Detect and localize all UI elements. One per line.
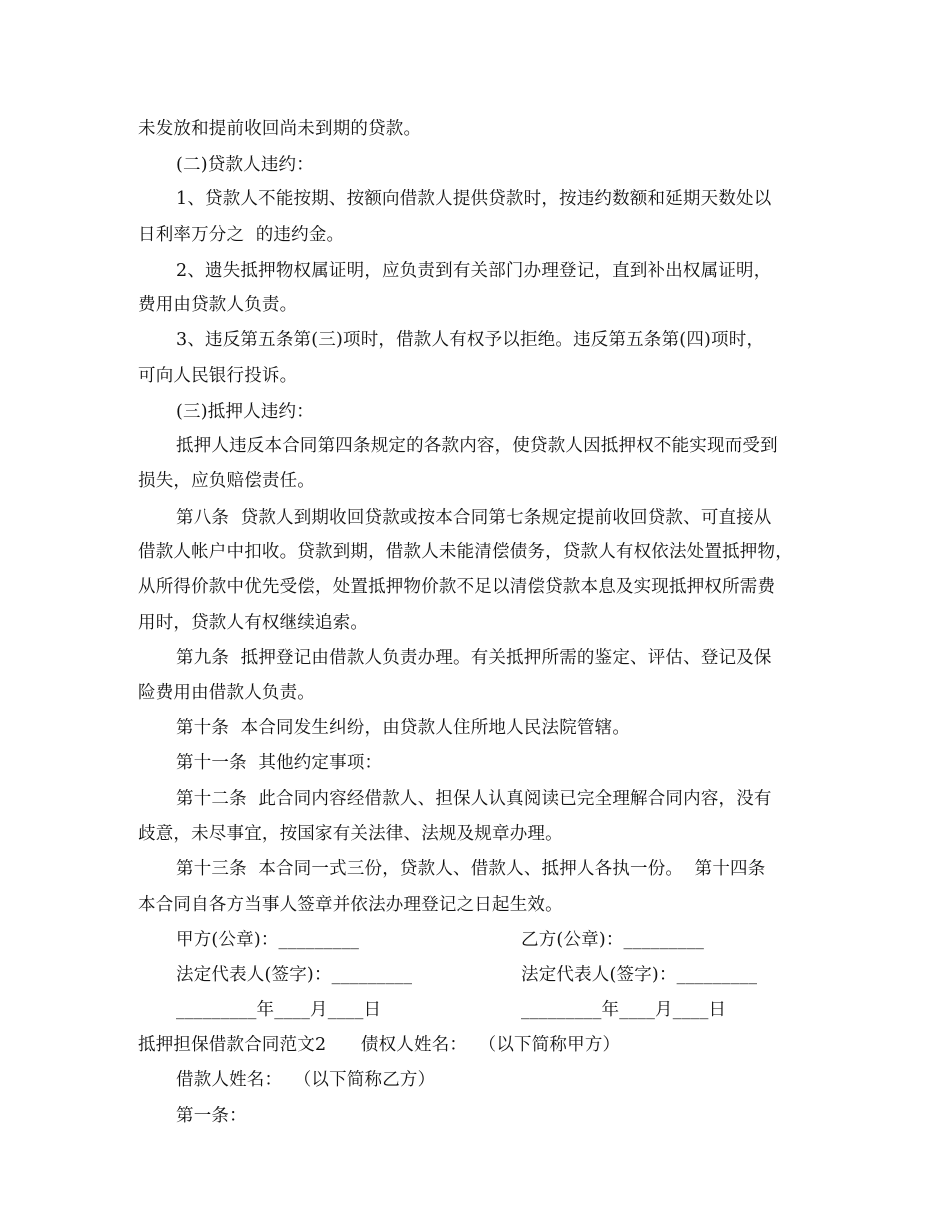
party-b-seal: 乙方(公章)：_________ [521, 930, 705, 950]
paragraph-line: 本合同自各方当事人签章并依法办理登记之日起生效。 [138, 895, 563, 915]
section-heading: (三)抵押人违约： [176, 402, 314, 422]
paragraph-line: 3、违反第五条第(三)项时，借款人有权予以拒绝。违反第五条第(四)项时， [176, 330, 765, 350]
article-eight: 第八条 贷款人到期收回贷款或按本合同第七条规定提前收回贷款、可直接从 [176, 508, 772, 528]
article-nine: 第九条 抵押登记由借款人负责办理。有关抵押所需的鉴定、评估、登记及保 [176, 648, 772, 668]
paragraph-line: 可向人民银行投诉。 [138, 366, 298, 386]
party-a-representative: 法定代表人(签字)：_________ [176, 965, 413, 985]
article-thirteen: 第十三条 本合同一式三份，贷款人、借款人、抵押人各执一份。 第十四条 [176, 859, 766, 879]
section-heading: (二)贷款人违约： [176, 155, 314, 175]
paragraph-line: 抵押人违反本合同第四条规定的各款内容，使贷款人因抵押权不能实现而受到 [176, 436, 778, 456]
paragraph-line: 1、贷款人不能按期、按额向借款人提供贷款时，按违约数额和延期天数处以 [176, 189, 772, 209]
paragraph-line: 从所得价款中优先受偿，处置抵押物价款不足以清偿贷款本息及实现抵押权所需费 [138, 577, 776, 597]
article-eleven: 第十一条 其他约定事项： [176, 753, 383, 773]
paragraph-line: 未发放和提前收回尚未到期的贷款。 [138, 119, 422, 139]
paragraph-line: 2、遗失抵押物权属证明，应负责到有关部门办理登记，直到补出权属证明， [176, 261, 772, 281]
paragraph-line: 用时，贷款人有权继续追索。 [138, 613, 369, 633]
paragraph-line: 费用由贷款人负责。 [138, 295, 298, 315]
borrower-name-line: 借款人姓名： （以下简称乙方） [176, 1070, 436, 1090]
first-article-heading: 第一条： [176, 1106, 247, 1126]
paragraph-line: 借款人帐户中扣收。贷款到期，借款人未能清偿债务，贷款人有权依法处置抵押物， [138, 542, 793, 562]
article-twelve: 第十二条 此合同内容经借款人、担保人认真阅读已完全理解合同内容，没有 [176, 789, 772, 809]
paragraph-line: 险费用由借款人负责。 [138, 683, 315, 703]
paragraph-line: 歧意，未尽事宜，按国家有关法律、法规及规章办理。 [138, 824, 563, 844]
paragraph-line: 日利率万分之 的违约金。 [138, 225, 345, 245]
party-b-date: _________年____月____日 [521, 1000, 727, 1020]
paragraph-line: 损失，应负赔偿责任。 [138, 471, 315, 491]
article-ten: 第十条 本合同发生纠纷，由贷款人住所地人民法院管辖。 [176, 718, 631, 738]
party-b-representative: 法定代表人(签字)：_________ [521, 965, 758, 985]
second-contract-heading: 抵押担保借款合同范文2 债权人姓名： （以下简称甲方） [138, 1035, 621, 1055]
party-a-seal: 甲方(公章)：_________ [176, 930, 360, 950]
party-a-date: _________年____月____日 [176, 1000, 382, 1020]
